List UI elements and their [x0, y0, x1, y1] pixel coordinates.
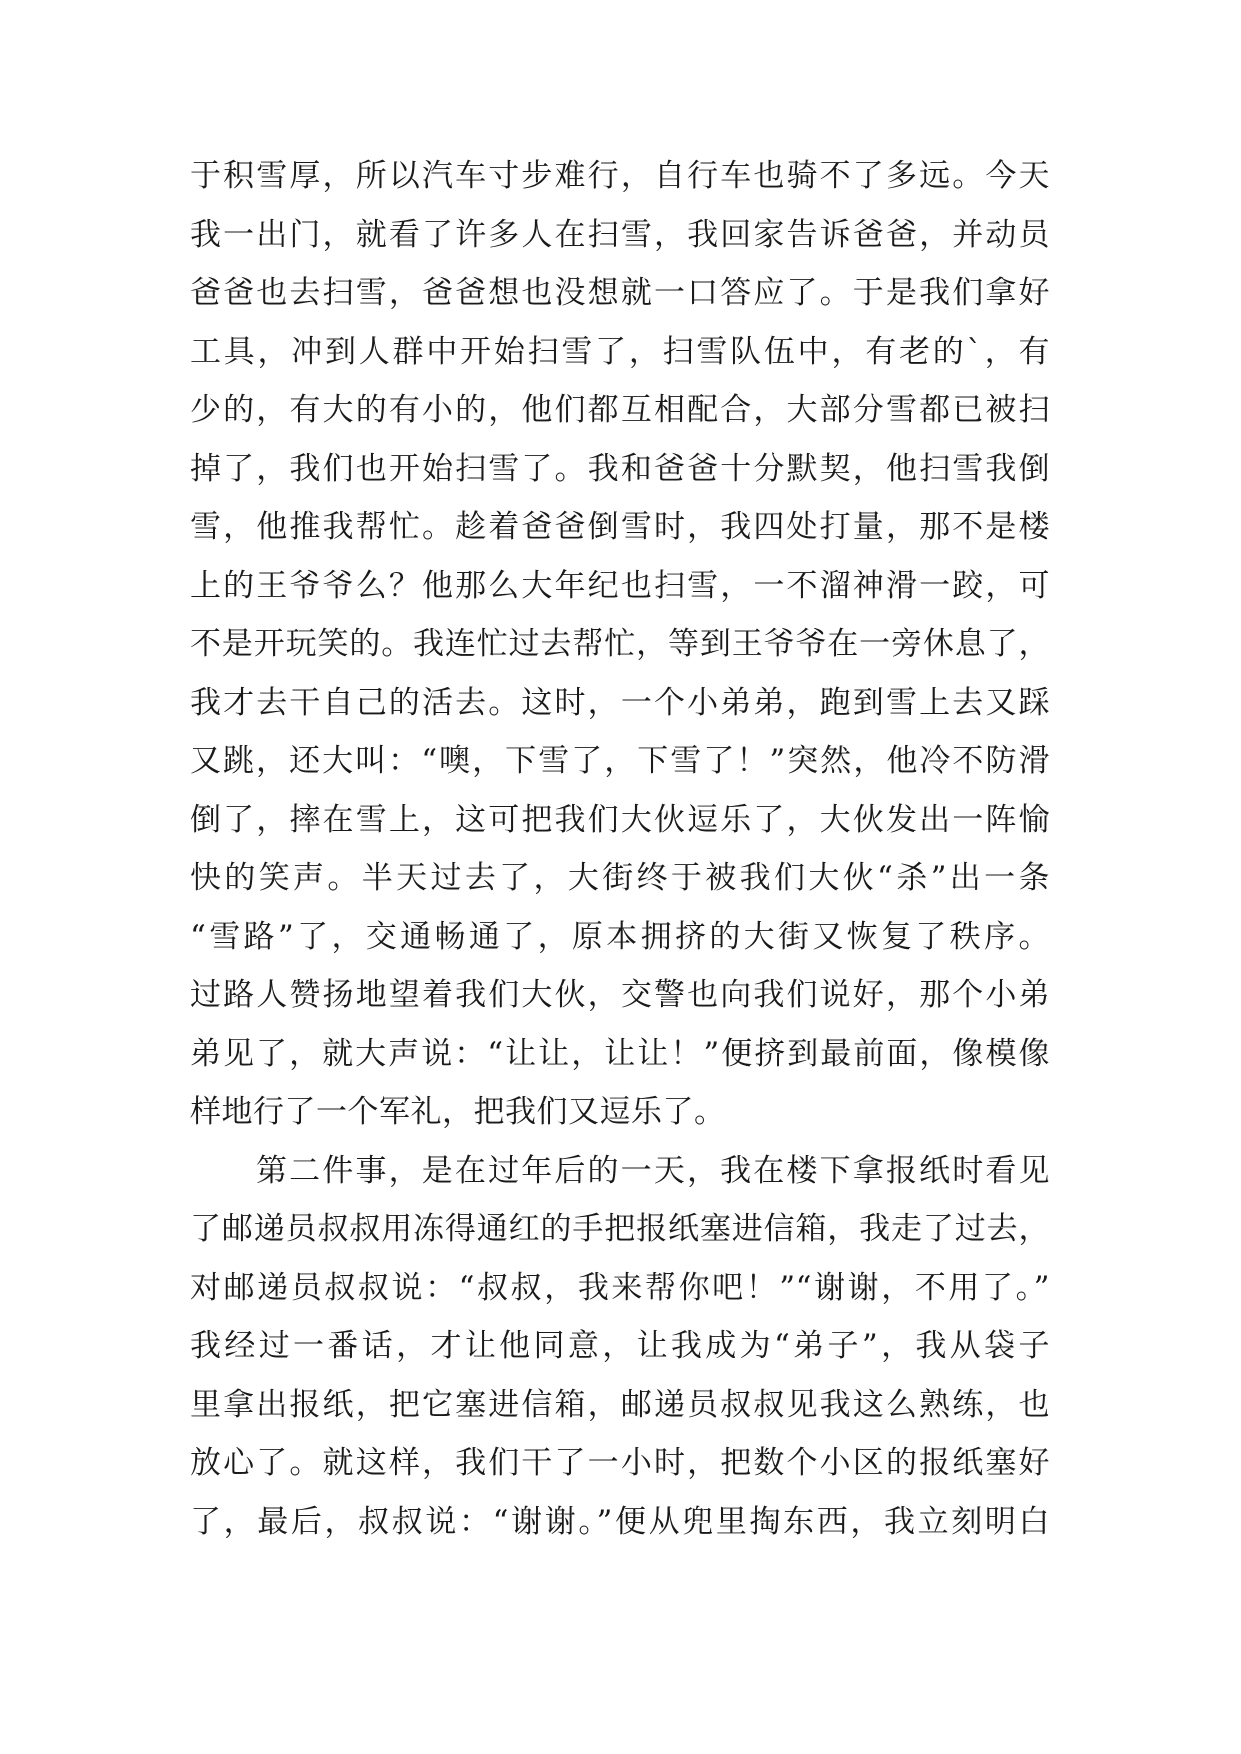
text-line: 里拿出报纸，把它塞进信箱，邮递员叔叔见我这么熟练，也 — [190, 1386, 1050, 1423]
text-line: 我才去干自己的活去。这时，一个小弟弟，跑到雪上去又踩 — [190, 684, 1050, 721]
text-line: 上的王爷爷么？他那么大年纪也扫雪，一不溜神滑一跤，可 — [190, 567, 1050, 604]
text-line: 又跳，还大叫：“噢，下雪了，下雪了！”突然，他冷不防滑 — [190, 743, 1050, 779]
text-line: 了邮递员叔叔用冻得通红的手把报纸塞进信箱，我走了过去， — [190, 1211, 1050, 1247]
text-line: 我一出门，就看了许多人在扫雪，我回家告诉爸爸，并动员 — [190, 216, 1050, 253]
paragraph-end-line: 样地行了一个军礼，把我们又逗乐了。 — [190, 1094, 726, 1130]
text-line: 我经过一番话，才让他同意，让我成为“弟子”，我从袋子 — [190, 1328, 1050, 1364]
text-line: 了，最后，叔叔说：“谢谢。”便从兜里掏东西，我立刻明白 — [190, 1503, 1050, 1540]
body-text — [190, 147, 1050, 1551]
text-line: 于积雪厚，所以汽车寸步难行，自行车也骑不了多远。今天 — [190, 158, 1050, 194]
text-line: 不是开玩笑的。我连忙过去帮忙，等到王爷爷在一旁休息了， — [190, 626, 1050, 662]
text-line: 对邮递员叔叔说：“叔叔，我来帮你吧！”“谢谢，不用了。” — [190, 1269, 1050, 1306]
text-line: 雪，他推我帮忙。趁着爸爸倒雪时，我四处打量，那不是楼 — [190, 509, 1050, 545]
text-line: 快的笑声。半天过去了，大街终于被我们大伙“杀”出一条 — [190, 860, 1050, 896]
paragraph-start-line: 第二件事，是在过年后的一天，我在楼下拿报纸时看见 — [256, 1152, 1050, 1189]
text-line: 弟见了，就大声说：“让让，让让！”便挤到最前面，像模像 — [190, 1035, 1050, 1072]
text-line: 过路人赞扬地望着我们大伙，交警也向我们说好，那个小弟 — [190, 977, 1050, 1013]
text-line: 掉了，我们也开始扫雪了。我和爸爸十分默契，他扫雪我倒 — [190, 450, 1050, 487]
text-line: 爸爸也去扫雪，爸爸想也没想就一口答应了。于是我们拿好 — [190, 275, 1050, 311]
text-line: 工具，冲到人群中开始扫雪了，扫雪队伍中，有老的`，有 — [190, 333, 1050, 370]
text-line: “雪路”了，交通畅通了，原本拥挤的大街又恢复了秩序。 — [190, 918, 1050, 955]
text-line: 少的，有大的有小的，他们都互相配合，大部分雪都已被扫 — [190, 392, 1050, 428]
text-line: 倒了，摔在雪上，这可把我们大伙逗乐了，大伙发出一阵愉 — [190, 801, 1050, 838]
text-line: 放心了。就这样，我们干了一小时，把数个小区的报纸塞好 — [190, 1445, 1050, 1481]
